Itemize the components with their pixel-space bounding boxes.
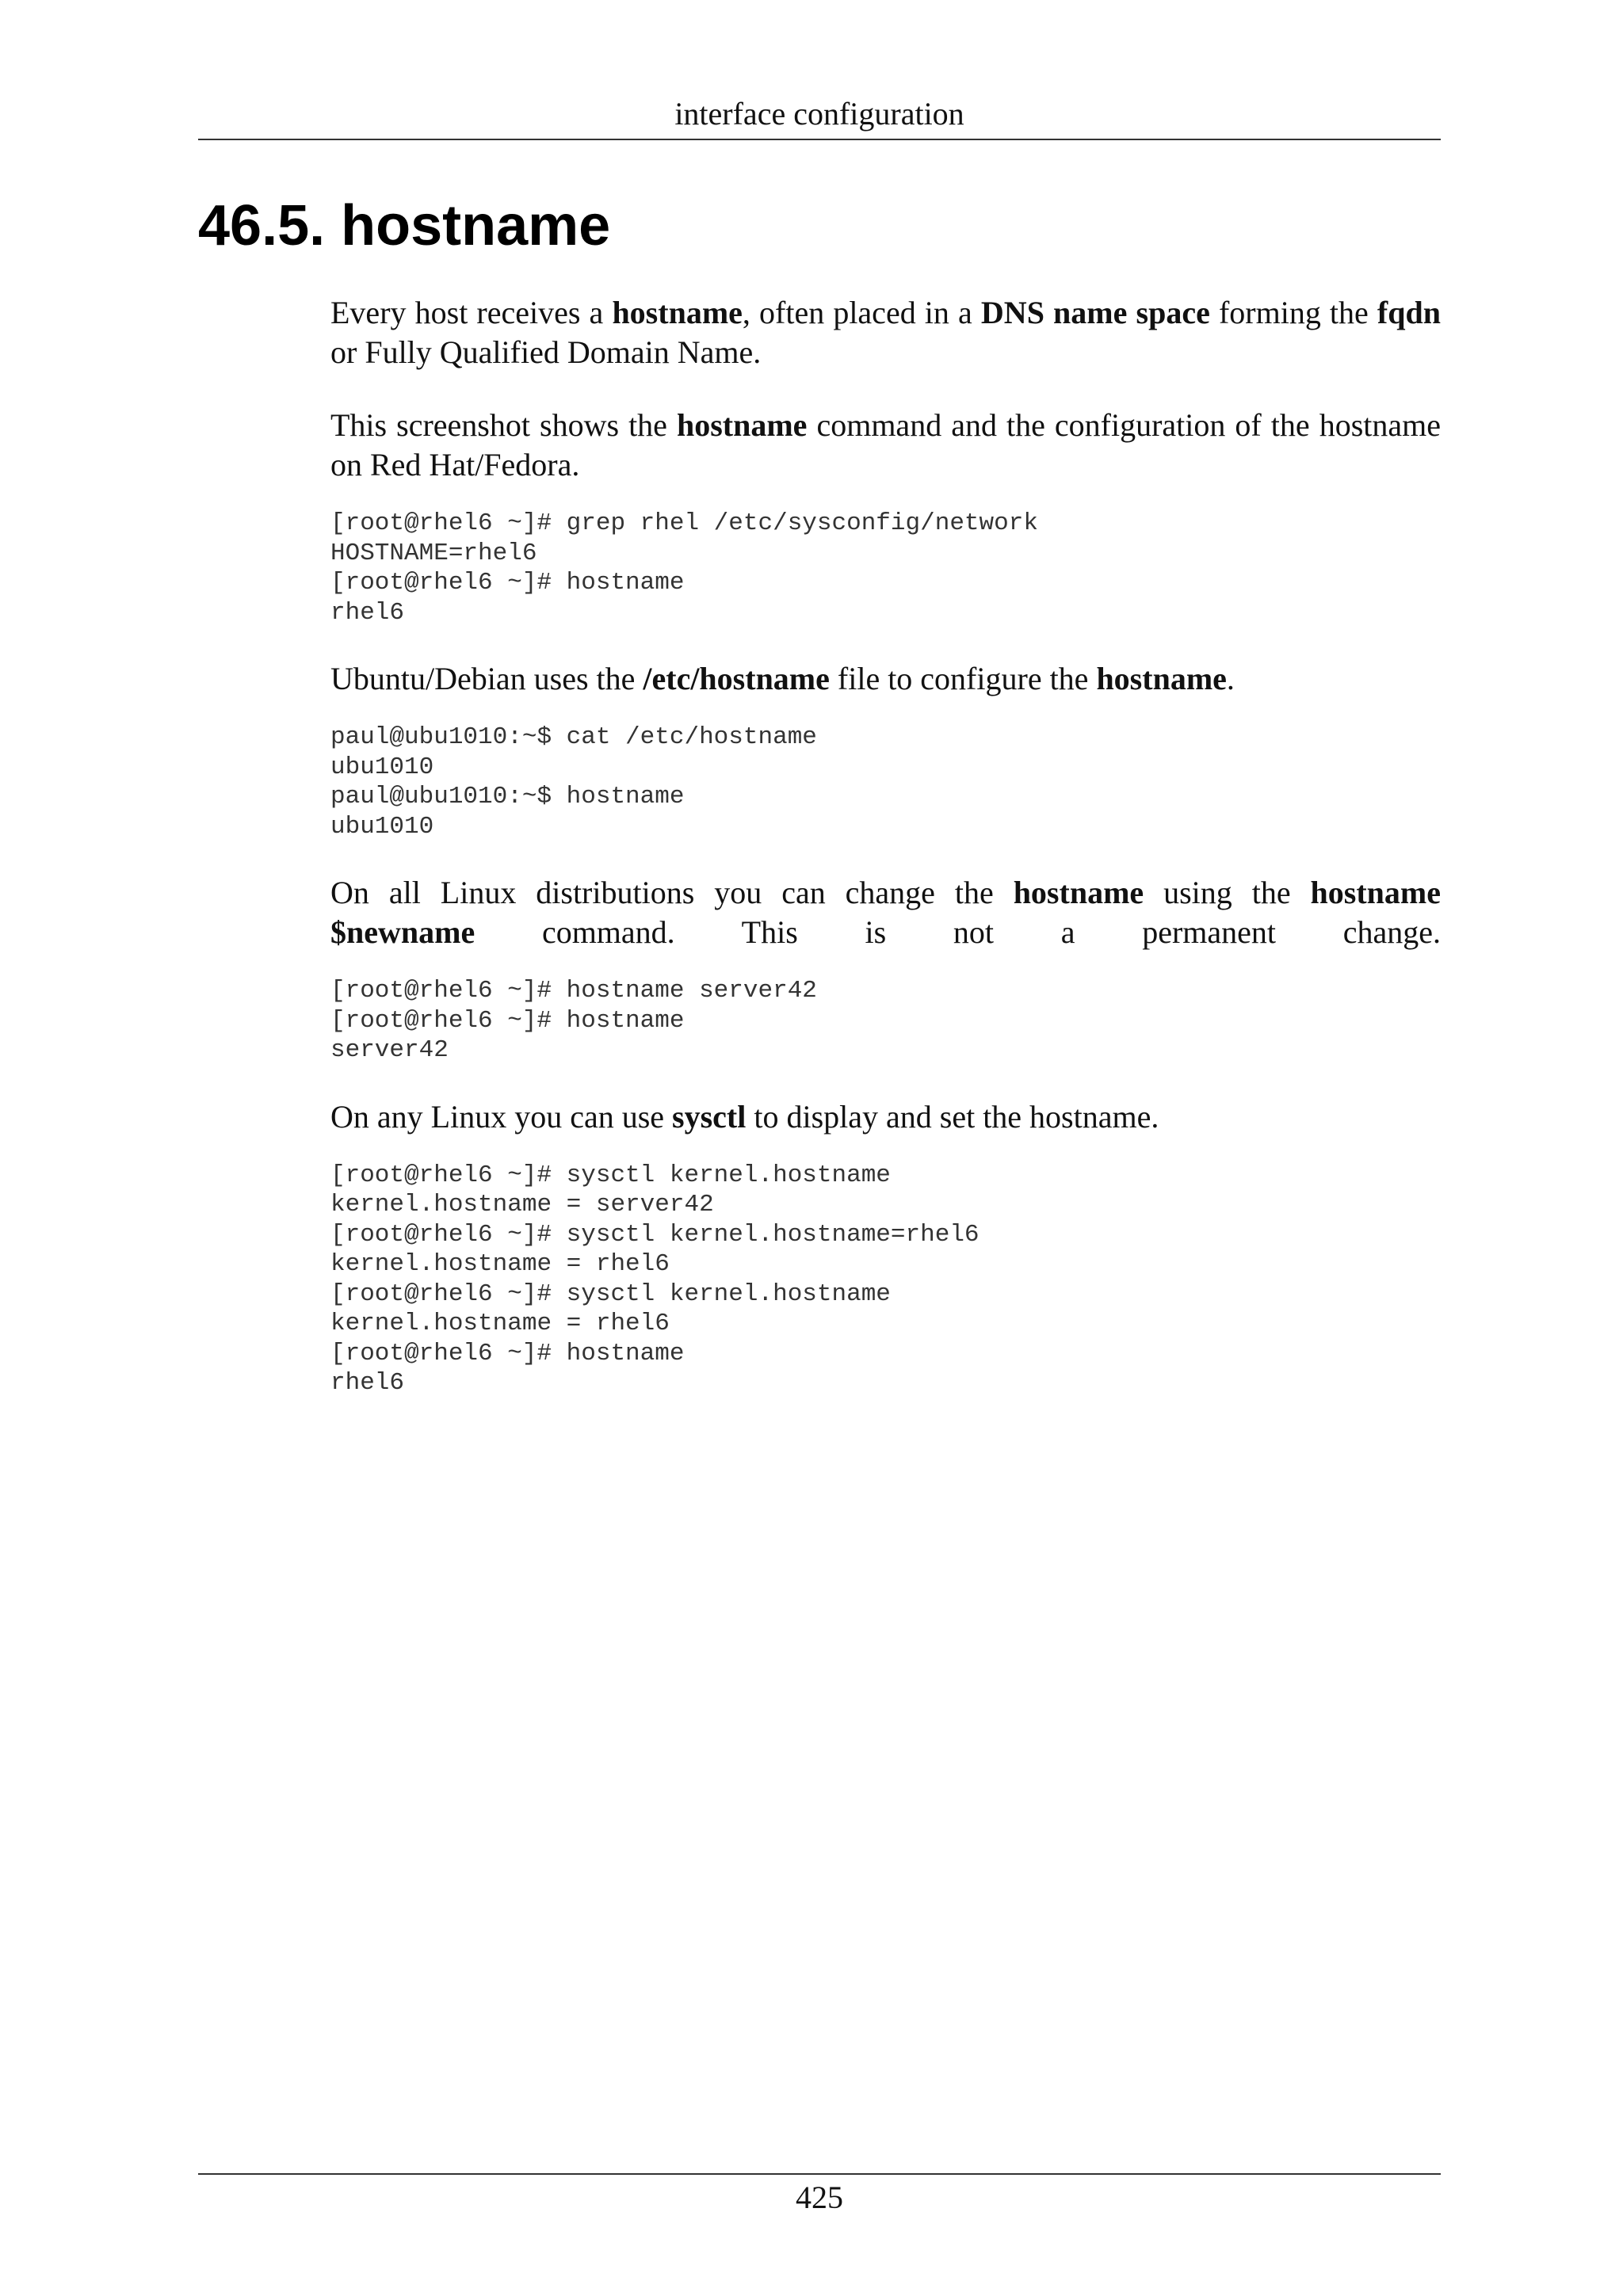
term-hostname: hostname	[612, 295, 743, 330]
page-content	[330, 293, 1441, 1398]
text-run: command. This is not a permanent change.	[475, 914, 1441, 950]
term-hostname-newname: hostname $newname	[330, 875, 1441, 950]
header-rule	[198, 139, 1441, 140]
term-etc-hostname: /etc/hostname	[643, 661, 830, 696]
term-hostname: hostname	[1096, 661, 1227, 696]
running-header: interface configuration	[674, 96, 964, 132]
paragraph-sysctl	[330, 1097, 1441, 1137]
text-run: file to configure the	[829, 661, 1097, 696]
text-run: This screenshot shows the	[330, 407, 677, 443]
text-run: to display and set the hostname.	[746, 1098, 1159, 1135]
text-run: On all Linux distributions you can change the	[330, 875, 1014, 910]
text-run: , often placed in a	[742, 295, 981, 330]
paragraph-redhat	[330, 406, 1441, 485]
section-title: 46.5. hostname	[198, 194, 611, 257]
text-run: Ubuntu/Debian uses the	[330, 661, 643, 696]
term-dns-name-space: DNS name space	[980, 295, 1210, 330]
term-sysctl: sysctl	[672, 1098, 747, 1135]
code-block-change: [root@rhel6 ~]# hostname server42 [root@rhel6 ~]# hostname server42	[330, 977, 817, 1064]
code-block-redhat: [root@rhel6 ~]# grep rhel /etc/sysconfig/network HOSTNAME=rhel6 [root@rhel6 ~]# hostname rhel6	[330, 509, 1038, 627]
text-run: On any Linux you can use	[330, 1098, 673, 1135]
code-block-sysctl: [root@rhel6 ~]# sysctl kernel.hostname kernel.hostname = server42 [root@rhel6 ~]# sysctl kernel.hostname=rhel6 kernel.hostname = rhel6 [root@rhel6 ~]# sysctl kernel.hostname kernel.hostname = rhel6 [root@rhel6 ~]# hostname rhel6	[330, 1161, 980, 1397]
term-fqdn: fqdn	[1377, 295, 1441, 330]
text-run: Every host receives a	[330, 295, 613, 330]
code-block-debian: paul@ubu1010:~$ cat /etc/hostname ubu1010 paul@ubu1010:~$ hostname ubu1010	[330, 723, 817, 841]
text-run: .	[1226, 661, 1235, 696]
text-run: command and the configuration of the hostname on Red Hat/Fedora.	[330, 407, 1441, 482]
term-hostname: hostname	[1013, 875, 1144, 910]
text-run: forming the	[1209, 295, 1377, 330]
paragraph-debian	[330, 659, 1441, 699]
term-hostname: hostname	[676, 407, 808, 443]
text-run: using the	[1144, 875, 1311, 910]
text-run: or Fully Qualified Domain Name.	[330, 334, 762, 370]
paragraph-intro	[330, 293, 1441, 372]
paragraph-change-hostname	[330, 873, 1441, 952]
footer-rule	[198, 2173, 1441, 2175]
page-number: 425	[796, 2180, 843, 2215]
